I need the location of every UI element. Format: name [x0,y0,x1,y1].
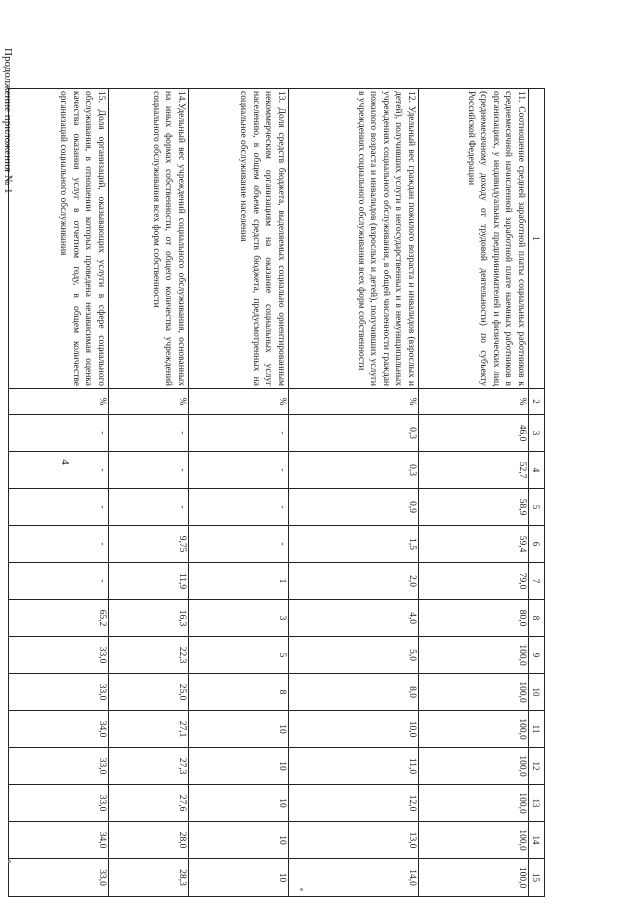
header-row [529,89,545,897]
header-cell: 5 [529,489,545,526]
value-cell: 52,7 [419,452,529,489]
value-cell: 0,9 [289,489,419,526]
value-cell: 59,4 [419,526,529,563]
value-cell: - [9,452,109,489]
header-cell: 6 [529,526,545,563]
value-cell: 34,0 [9,711,109,748]
value-cell: 27,3 [109,748,189,785]
value-cell: 65,2 [9,600,109,637]
value-cell: 80,0 [419,600,529,637]
indicator-description: 14.Удельный вес учреждений социального обслуживания, основанных на иных формах собственности, от общего количества учреждений социального обслуживания всех форм собственности [109,89,189,389]
value-cell: 28,0 [109,822,189,859]
value-cell: 27,1 [109,711,189,748]
value-cell: 100,0 [419,674,529,711]
header-cell: 15 [529,859,545,897]
header-cell: 3 [529,415,545,452]
value-cell: 27,6 [109,785,189,822]
value-cell: - [9,526,109,563]
unit-cell: % [109,389,189,415]
header-cell: 2 [529,389,545,415]
value-cell: 33,0 [9,748,109,785]
value-cell: 22,3 [109,637,189,674]
value-cell: 3 [189,600,289,637]
indicator-description: 13. Доля средств бюджета, выделяемых социально ориентированным некоммерческим организациям на оказание социальных услуг населению, в общем объеме средств бюджета, предусмотренных на социальное обслуживание населения [189,89,289,389]
value-cell: - [189,489,289,526]
header-cell: 14 [529,822,545,859]
header-cell: 4 [529,452,545,489]
value-cell: 25,0 [109,674,189,711]
scan-dot [8,860,11,863]
value-cell: 100,0 [419,785,529,822]
unit-cell: % [289,389,419,415]
value-cell: 28,3 [109,859,189,897]
value-cell: 14,0 [289,859,419,897]
value-cell: 16,3 [109,600,189,637]
value-cell: 8,0 [289,674,419,711]
value-cell: 10 [189,785,289,822]
value-cell: 10 [189,859,289,897]
value-cell: 2,0 [289,563,419,600]
value-cell: - [189,415,289,452]
table-row [9,89,109,897]
indicator-description: 12. Удельный вес граждан пожилого возраста и инвалидов (взрослых и детей), получивших услуги в негосударственных и в немуниципальных учреждениях социального обслуживания, в общей численности граждан пожилого возраста и инвалидов (взрослых и детей), получивших услуги в учреждениях социального обслуживания всех форм собственности [289,89,419,389]
value-cell: 33,0 [9,637,109,674]
value-cell: 0,3 [289,415,419,452]
value-cell: 34,0 [9,822,109,859]
header-cell: 11 [529,711,545,748]
value-cell: 10,0 [289,711,419,748]
value-cell: 100,0 [419,859,529,897]
value-cell: 33,0 [9,859,109,897]
appendix-continuation-note: Продолжение приложения № 1 [2,48,14,194]
unit-cell: % [419,389,529,415]
header-cell: 9 [529,637,545,674]
value-cell: - [189,526,289,563]
value-cell: - [109,452,189,489]
header-cell: 8 [529,600,545,637]
value-cell: 1 [189,563,289,600]
indicator-description: 15. Доля организаций, оказывающих услуги в сфере социального обслуживания, в отношении которых проведена независимая оценка качества оказания услуг в отчетном году, в общем количестве организаций социального обслуживания [9,89,109,389]
header-cell: 10 [529,674,545,711]
value-cell: 58,9 [419,489,529,526]
value-cell: 5 [189,637,289,674]
indicator-description: 11. Соотношение средней заработной платы социальных работников к среднемесячной начисленной заработной плате наемных работников в организациях, у индивидуальных предпринимателей и физических лиц (среднемесячному доходу от трудовой деятельности) по субъекту Российской Федерации [419,89,529,389]
value-cell: - [9,489,109,526]
value-cell: 0,3 [289,452,419,489]
value-cell: 10 [189,711,289,748]
value-cell: 4,0 [289,600,419,637]
table-row [109,89,189,897]
value-cell: 46,0 [419,415,529,452]
value-cell: 9,75 [109,526,189,563]
value-cell: 100,0 [419,822,529,859]
value-cell: 1,5 [289,526,419,563]
header-cell: 1 [529,89,545,389]
value-cell: - [9,415,109,452]
indicator-table [8,88,545,897]
value-cell: 8 [189,674,289,711]
value-cell: 79,0 [419,563,529,600]
value-cell: - [9,563,109,600]
value-cell: 100,0 [419,637,529,674]
value-cell: - [109,415,189,452]
page-number: 4 [58,459,71,465]
table-row [289,89,419,897]
header-cell: 13 [529,785,545,822]
header-cell: 7 [529,563,545,600]
value-cell: 100,0 [419,711,529,748]
value-cell: 5,0 [289,637,419,674]
table-row [419,89,529,897]
rotated-table-container [58,88,545,895]
value-cell: 100,0 [419,748,529,785]
value-cell: 12,0 [289,785,419,822]
unit-cell: % [189,389,289,415]
value-cell: 10 [189,748,289,785]
value-cell: - [109,489,189,526]
value-cell: 33,0 [9,674,109,711]
value-cell: 11,9 [109,563,189,600]
table-row [189,89,289,897]
value-cell: 33,0 [9,785,109,822]
scan-dot [300,888,303,891]
value-cell: 10 [189,822,289,859]
value-cell: 13,0 [289,822,419,859]
value-cell: 11,0 [289,748,419,785]
header-cell: 12 [529,748,545,785]
unit-cell: % [9,389,109,415]
value-cell: - [189,452,289,489]
